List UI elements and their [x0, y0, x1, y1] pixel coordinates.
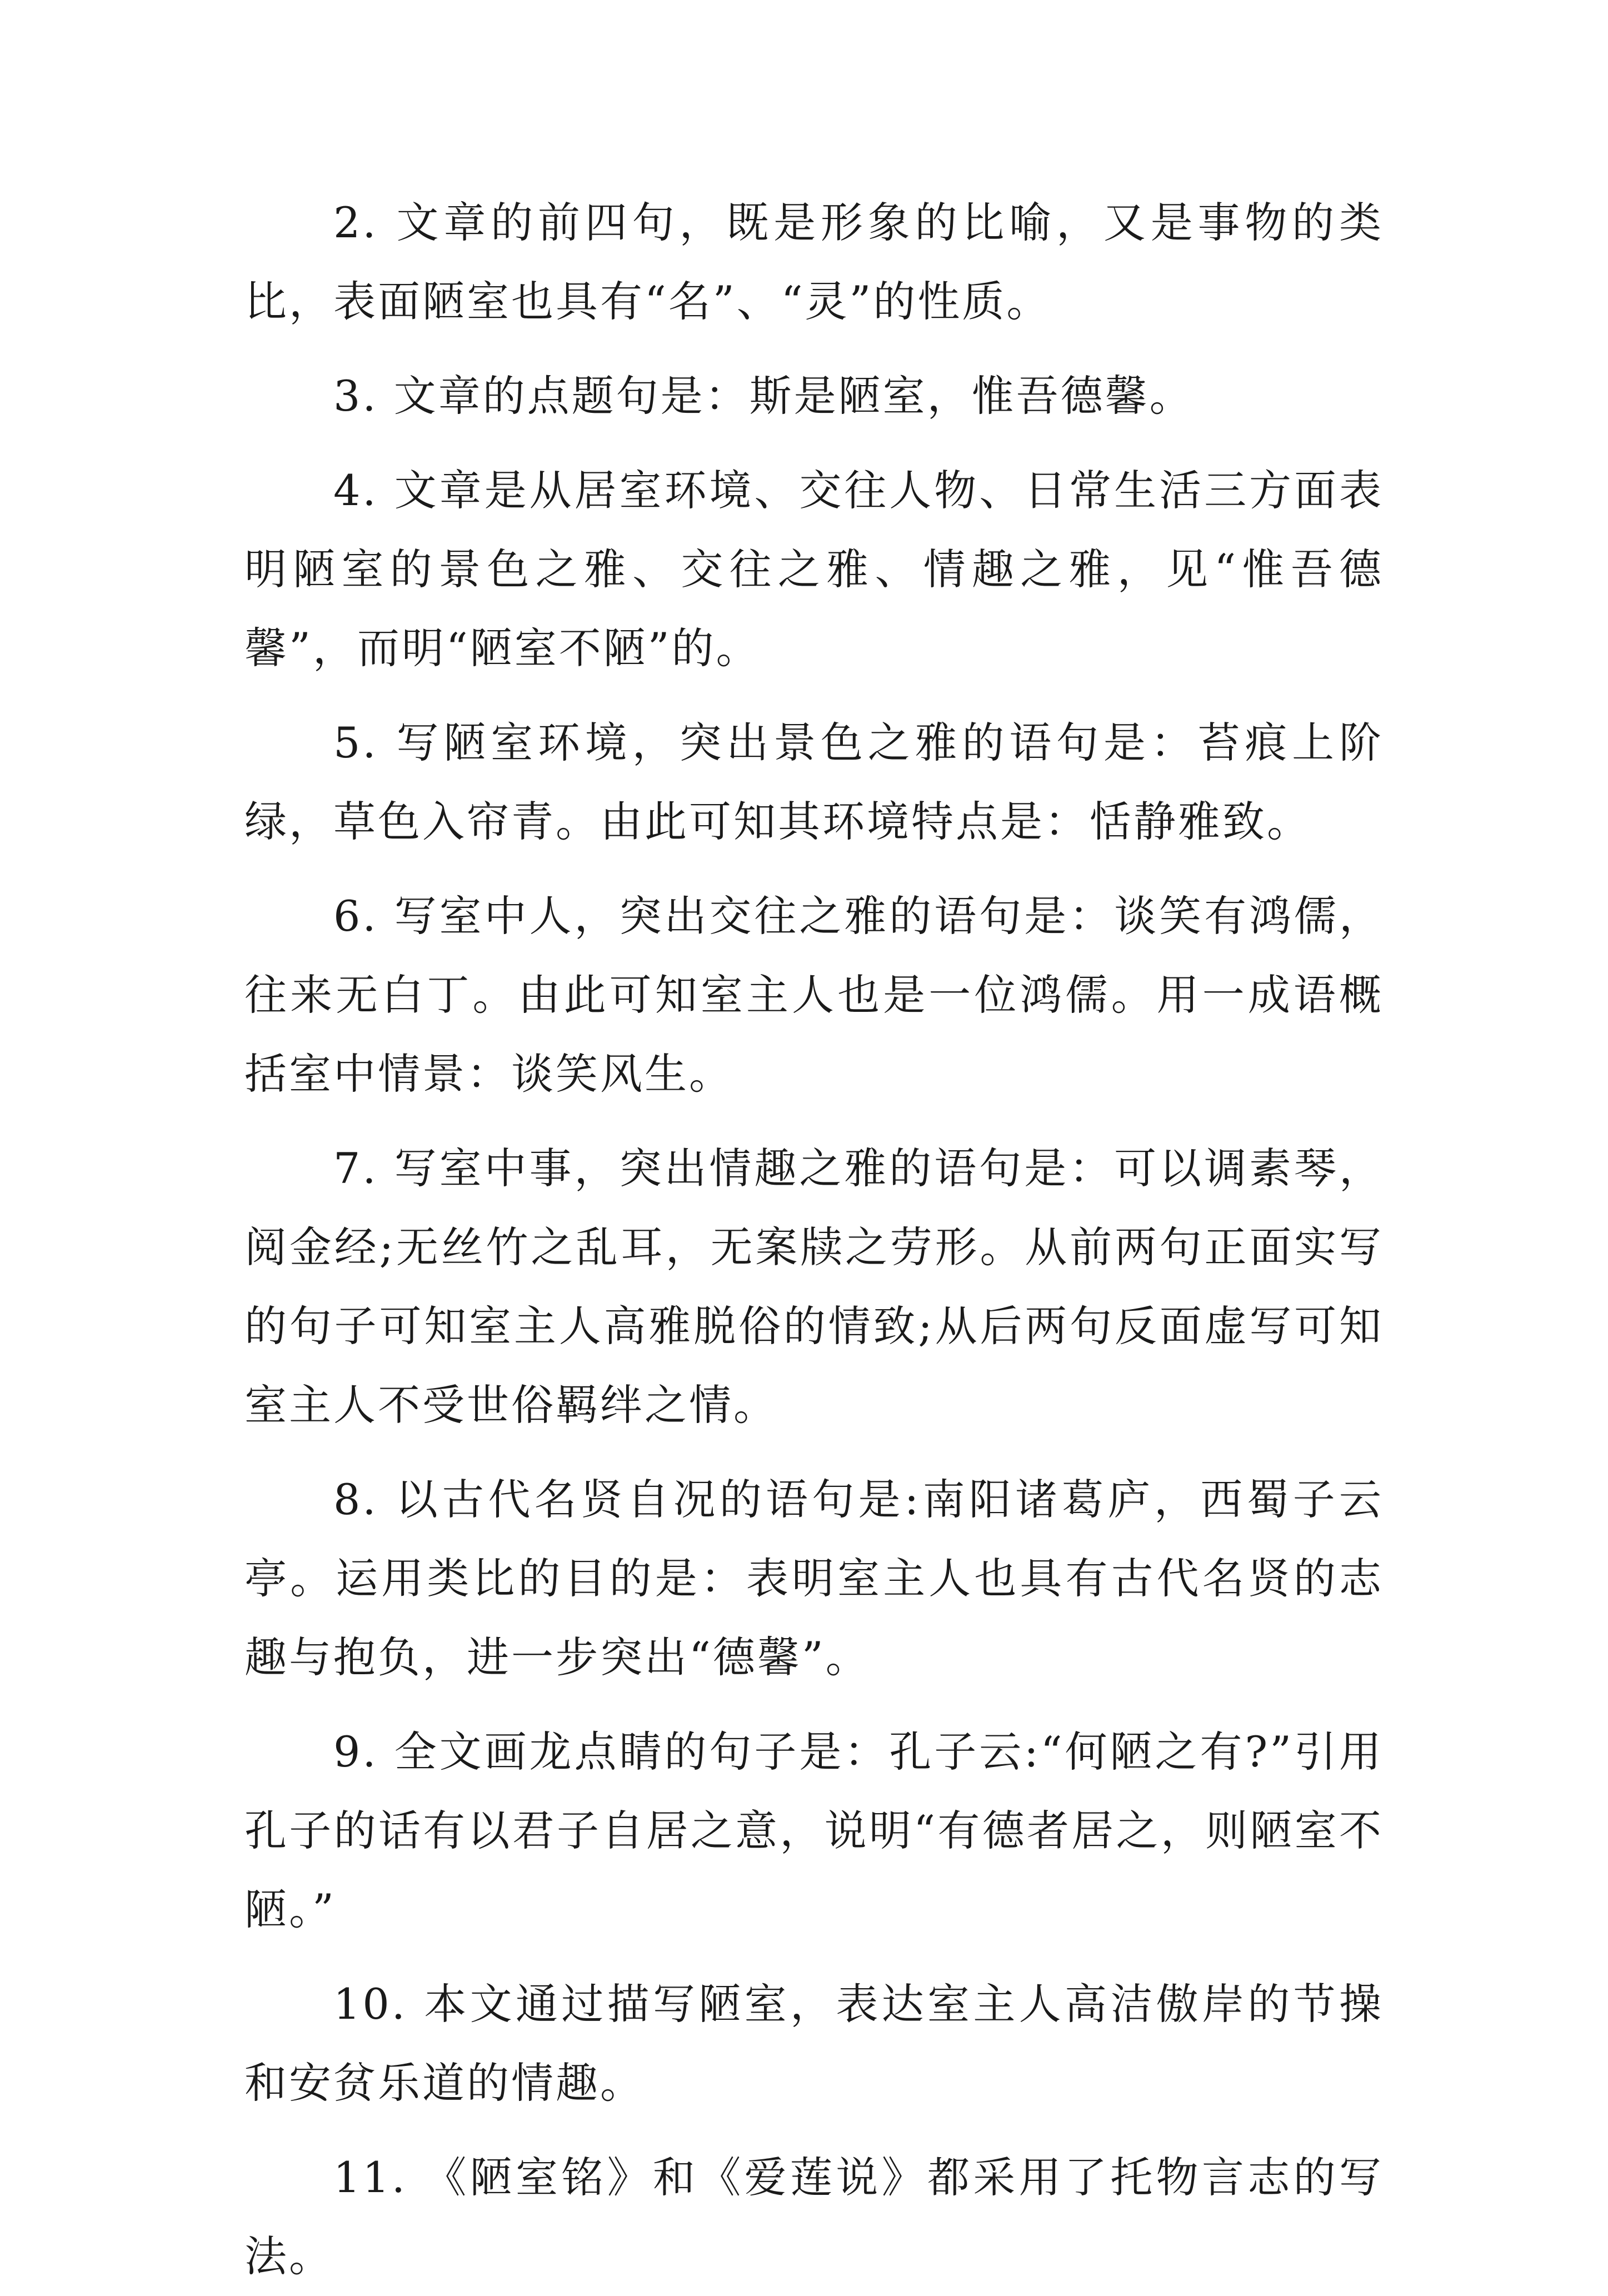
- paragraph-item-11: 11. 《陋室铭》和《爱莲说》都采用了托物言志的写法。: [244, 2153, 1384, 2281]
- paragraph-item-4: 4. 文章是从居室环境、交往人物、日常生活三方面表明陋室的景色之雅、交往之雅、情趣之雅，见“惟吾德馨”，而明“陋室不陋”的。: [244, 466, 1384, 673]
- paragraph-item-7: 7. 写室中事，突出情趣之雅的语句是：可以调素琴，阅金经;无丝竹之乱耳，无案牍之劳形。从前两句正面实写的句子可知室主人高雅脱俗的情致;从后两句反面虚写可知室主人不受世俗羁绊之情。: [244, 1144, 1384, 1430]
- document-body: [244, 183, 1384, 2296]
- paragraph-item-10: 10. 本文通过描写陋室，表达室主人高洁傲岸的节操和安贫乐道的情趣。: [244, 1979, 1384, 2108]
- paragraph-item-9: 9. 全文画龙点睛的句子是：孔子云:“何陋之有?”引用孔子的话有以君子自居之意，说明“有德者居之，则陋室不陋。”: [244, 1727, 1384, 1934]
- paragraph-item-8: 8. 以古代名贤自况的语句是:南阳诸葛庐，西蜀子云亭。运用类比的目的是：表明室主人也具有古代名贤的志趣与抱负，进一步突出“德馨”。: [244, 1475, 1384, 1682]
- paragraph-item-2: 2. 文章的前四句，既是形象的比喻，又是事物的类比，表面陋室也具有“名”、“灵”的性质。: [244, 198, 1384, 326]
- paragraph-item-5: 5. 写陋室环境，突出景色之雅的语句是：苔痕上阶绿，草色入帘青。由此可知其环境特点是：恬静雅致。: [244, 718, 1384, 846]
- paragraph-item-3: 3. 文章的点题句是：斯是陋室，惟吾德馨。: [333, 371, 1194, 421]
- paragraph-item-6: 6. 写室中人，突出交往之雅的语句是：谈笑有鸿儒，往来无白丁。由此可知室主人也是一位鸿儒。用一成语概括室中情景：谈笑风生。: [244, 891, 1384, 1099]
